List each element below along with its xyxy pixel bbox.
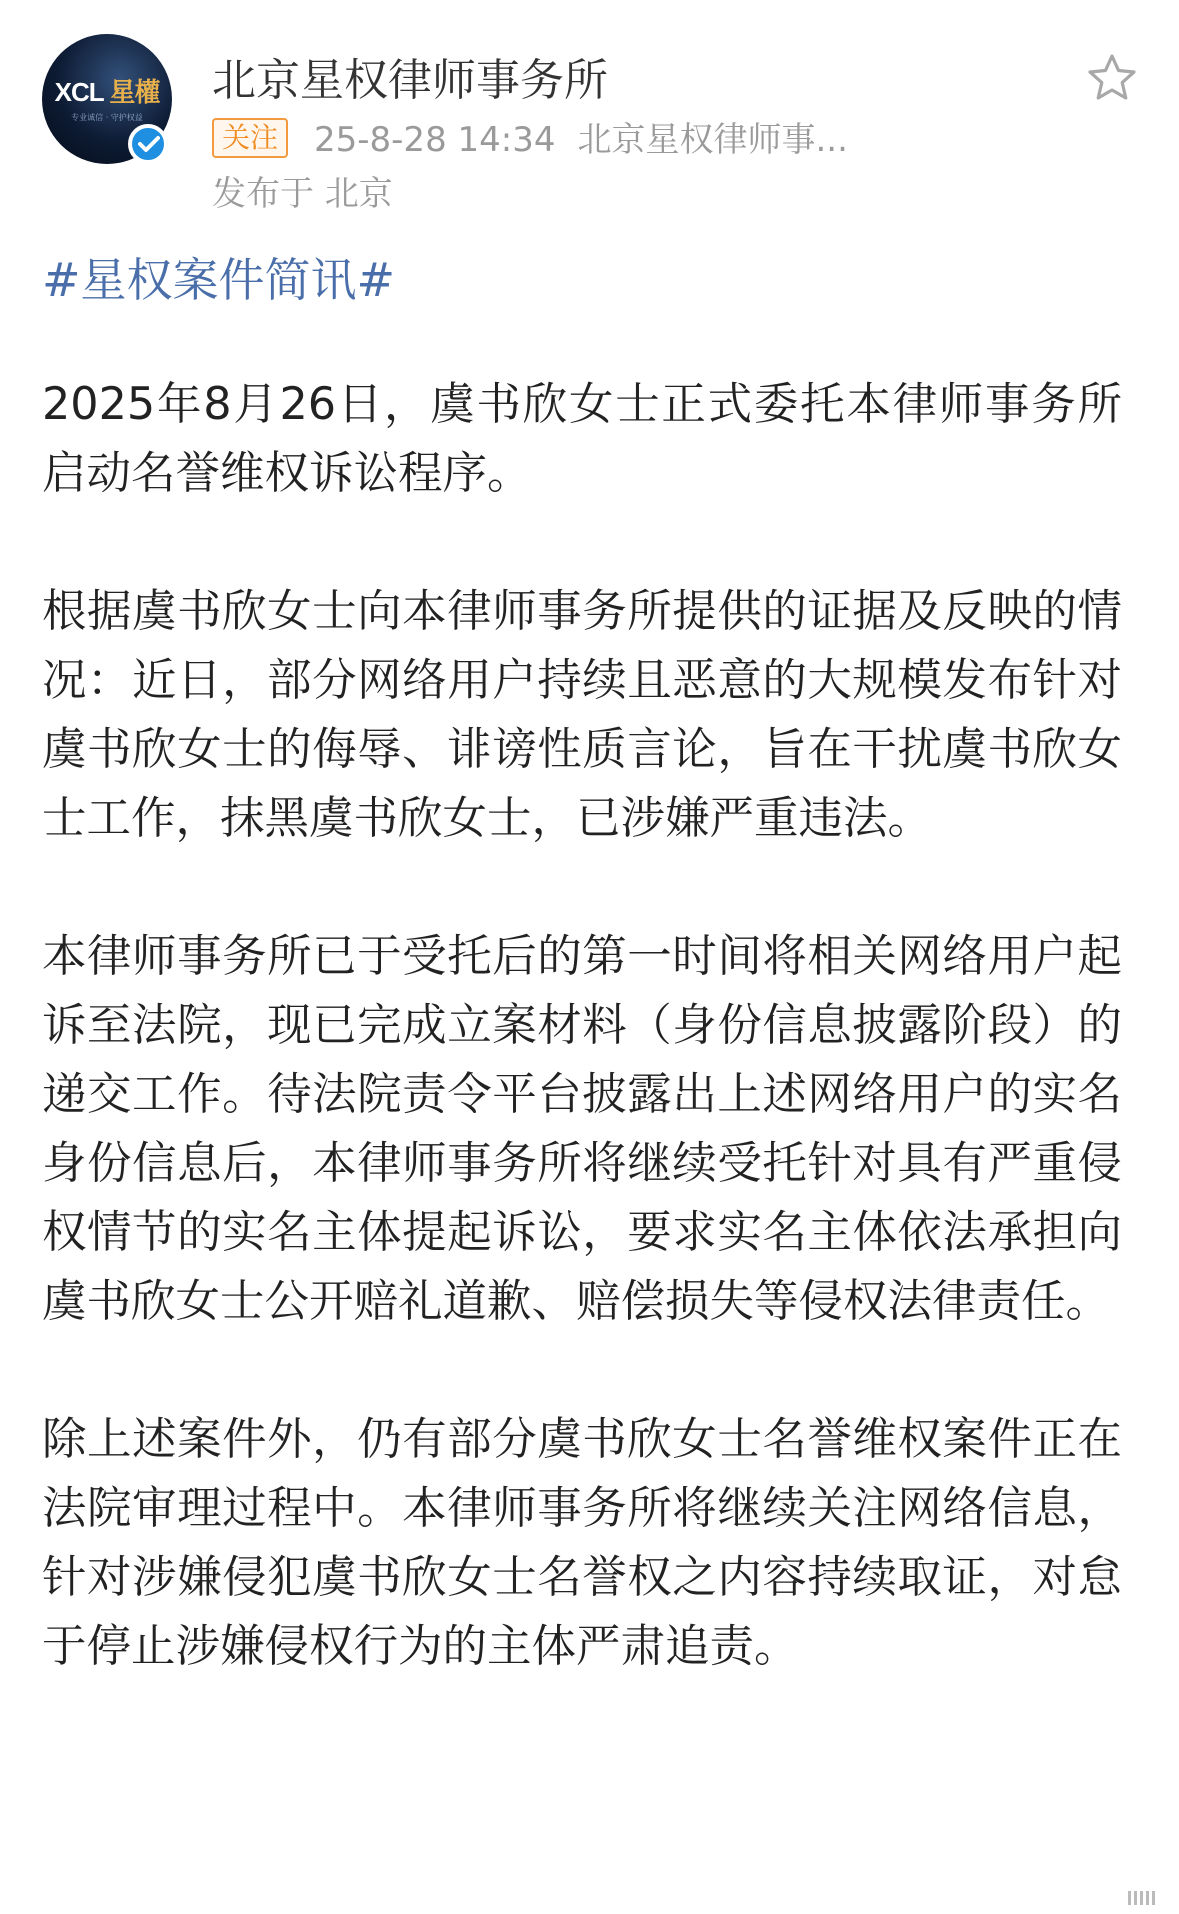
post-source[interactable]: 北京星权律师事... [577, 120, 848, 160]
post-paragraph: 2025年8月26日，虞书欣女士正式委托本律师事务所启动名誉维权诉讼程序。 [42, 379, 1122, 499]
post-paragraph: 本律师事务所已于受托后的第一时间将相关网络用户起诉至法院，现已完成立案材料（身份信息披露阶段）的递交工作。待法院责令平台披露出上述网络用户的实名身份信息后，本律师事务所将继续受托针对具有严重侵权情节的实名主体提起诉讼，要求实名主体依法承担向虞书欣女士公开赔礼道歉、赔偿损失等侵权法律责任。 [42, 931, 1122, 1327]
post-header [0, 0, 1179, 230]
post-location: 发布于 北京 [212, 174, 393, 214]
avatar-tagline: 专业诚信 · 守护权益 [71, 113, 143, 122]
star-outline-icon[interactable] [1086, 52, 1138, 104]
post-paragraph: 除上述案件外，仍有部分虞书欣女士名誉维权案件正在法院审理过程中。本律师事务所将继续关注网络信息，针对涉嫌侵犯虞书欣女士名誉权之内容持续取证，对怠于停止涉嫌侵权行为的主体严肃追责。 [42, 1414, 1122, 1672]
avatar-logo: XCL 星權 [54, 77, 160, 107]
post-timestamp: 25-8-28 14:34 [314, 120, 556, 160]
post-meta [314, 112, 848, 161]
account-name[interactable]: 北京星权律师事务所 [212, 55, 608, 106]
topic-hashtag[interactable]: #星权案件简讯# [42, 253, 396, 307]
post-body [42, 248, 1122, 1750]
follow-button[interactable]: 关注 [212, 118, 288, 158]
verified-badge-icon [128, 124, 168, 164]
post-paragraph: 根据虞书欣女士向本律师事务所提供的证据及反映的情况：近日，部分网络用户持续且恶意的大规模发布针对虞书欣女士的侮辱、诽谤性质言论，旨在干扰虞书欣女士工作，抹黑虞书欣女士，已涉嫌严重违法。 [42, 586, 1122, 844]
more-dots-icon [1128, 1890, 1168, 1906]
